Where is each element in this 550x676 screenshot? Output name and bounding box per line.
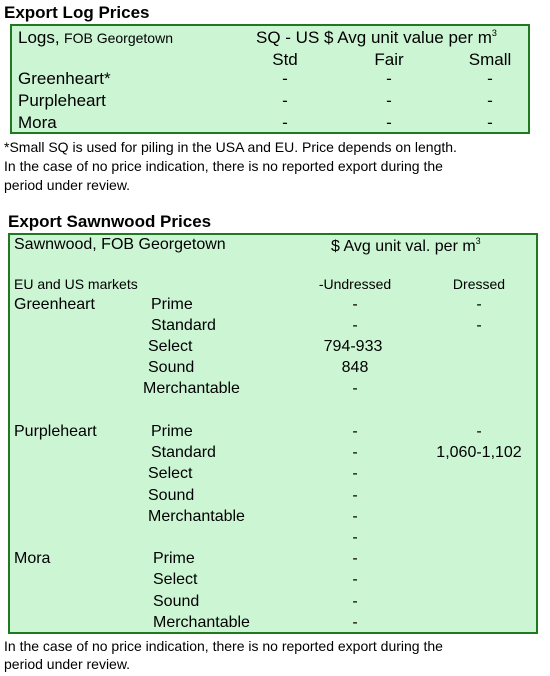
grade-label: Sound <box>148 487 195 504</box>
log-cell: - <box>386 69 392 88</box>
log-cell: - <box>487 91 493 110</box>
grade-label: Select <box>148 465 193 482</box>
col-undressed: -Undressed <box>318 276 392 292</box>
grade-label: Sound <box>153 593 200 610</box>
sawnwood-note-1: In the case of no price indication, there is no reported export during the <box>4 638 443 654</box>
grade-label: Standard <box>151 317 216 334</box>
log-cell: - <box>386 113 392 132</box>
log-col-small: Small <box>468 50 512 69</box>
sawnwood-note-2: period under review. <box>4 656 131 672</box>
log-value-header-text: SQ - US $ Avg unit value per m <box>256 28 492 47</box>
grade-label: Sound <box>148 359 195 376</box>
undressed-cell: 794-933 <box>323 338 383 355</box>
log-row-name: Purpleheart <box>18 91 106 110</box>
log-value-header-sup: 3 <box>491 28 497 38</box>
dressed-cell: 1,060-1,102 <box>436 444 522 461</box>
grade-label: Select <box>153 571 198 588</box>
sawnwood-value-header-text: $ Avg unit val. per m <box>331 238 476 255</box>
sawnwood-label: Sawnwood, FOB Georgetown <box>14 236 226 253</box>
grade-label: Merchantable <box>143 380 240 397</box>
log-col-std: Std <box>272 50 298 69</box>
log-value-header <box>256 28 497 48</box>
log-note-1: *Small SQ is used for piling in the USA and EU. Price depends on length. <box>4 139 457 155</box>
logs-label-fob: FOB Georgetown <box>64 30 173 46</box>
markets-label: EU and US markets <box>14 276 138 292</box>
log-cell: - <box>487 69 493 88</box>
grade-label: Merchantable <box>148 508 245 525</box>
undressed-cell: - <box>352 508 358 525</box>
log-note-3: period under review. <box>4 177 131 193</box>
grade-label: Merchantable <box>153 614 250 631</box>
logs-label <box>18 28 173 48</box>
log-row-name: Greenheart* <box>18 69 111 88</box>
sawnwood-prices-heading: Export Sawnwood Prices <box>8 212 212 231</box>
dressed-cell: - <box>476 296 482 313</box>
undressed-cell: - <box>352 487 358 504</box>
undressed-cell: - <box>352 593 358 610</box>
species-purpleheart: Purpleheart <box>14 423 97 440</box>
log-cell: - <box>282 113 288 132</box>
undressed-cell: - <box>352 296 358 313</box>
undressed-cell: 848 <box>341 359 369 376</box>
undressed-cell: - <box>352 317 358 334</box>
grade-label: Select <box>148 338 193 355</box>
undressed-cell: - <box>352 550 358 567</box>
undressed-cell: - <box>352 465 358 482</box>
grade-label: Standard <box>151 444 216 461</box>
grade-label: Prime <box>153 550 195 567</box>
undressed-cell: - <box>352 614 358 631</box>
sawnwood-value-header <box>331 236 481 256</box>
col-dressed: Dressed <box>452 276 506 292</box>
undressed-cell: - <box>352 571 358 588</box>
logs-label-main: Logs, <box>18 28 60 47</box>
species-greenheart: Greenheart <box>14 296 95 313</box>
dressed-cell: - <box>476 317 482 334</box>
log-cell: - <box>487 113 493 132</box>
undressed-cell: - <box>352 444 358 461</box>
log-col-fair: Fair <box>374 50 404 69</box>
species-mora: Mora <box>14 550 51 567</box>
grade-label: Prime <box>151 296 193 313</box>
log-cell: - <box>282 91 288 110</box>
log-cell: - <box>386 91 392 110</box>
log-cell: - <box>282 69 288 88</box>
log-note-2: In the case of no price indication, there is no reported export during the <box>4 158 443 174</box>
undressed-cell: - <box>352 380 358 397</box>
dressed-cell: - <box>476 423 482 440</box>
sawnwood-value-header-sup: 3 <box>475 236 481 246</box>
log-prices-heading: Export Log Prices <box>4 3 150 22</box>
undressed-cell: - <box>352 529 358 546</box>
log-row-name: Mora <box>18 113 57 132</box>
undressed-cell: - <box>352 423 358 440</box>
grade-label: Prime <box>151 423 193 440</box>
